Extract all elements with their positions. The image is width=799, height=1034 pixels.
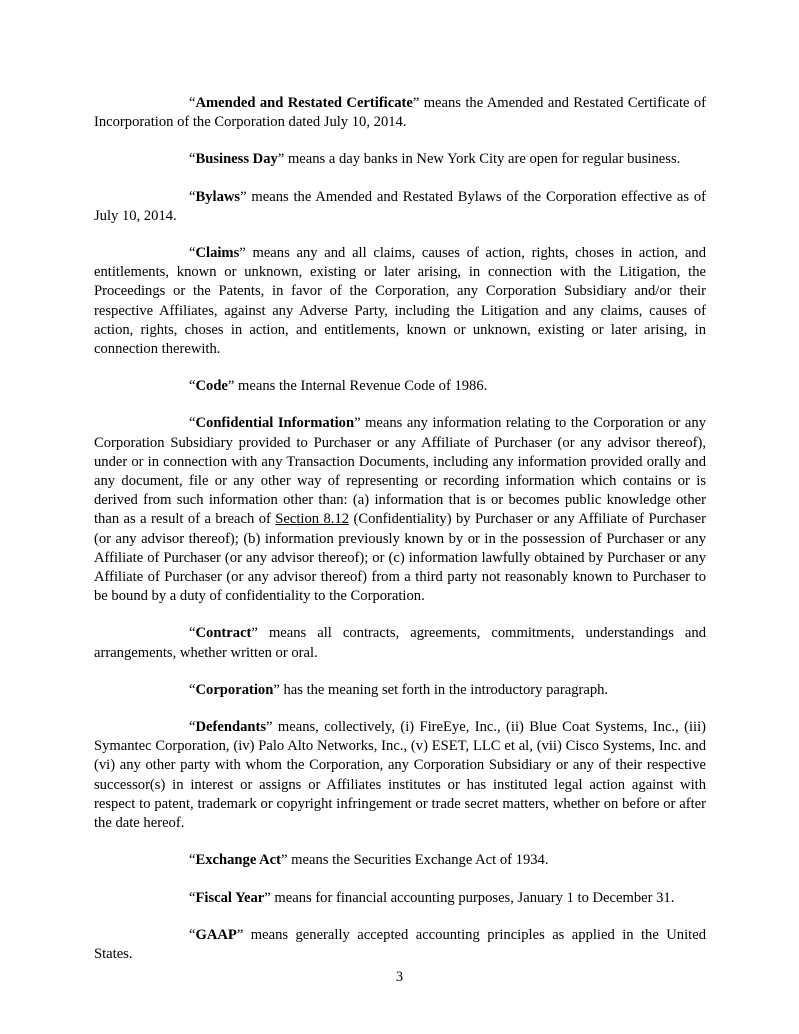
defined-term: Defendants — [195, 719, 267, 736]
open-quote: “ — [189, 245, 196, 262]
close-quote: ” — [240, 188, 247, 205]
open-quote: “ — [189, 719, 196, 736]
close-quote: ” — [251, 625, 258, 642]
defined-term: Code — [195, 378, 228, 395]
definition-text: means any information relating to the Corporation or any Corporation Subsidiary provided to Purchaser or any Affiliate of Purchaser (or any advisor thereof), under or in connection with any Transaction Documents, including any information provided orally and any document, file or any other way of representing or recording information which contains or is derived from such information other than: (a) information that is or becomes public knowledge other than as a result of a breach of — [94, 415, 706, 528]
definition-text: has the meaning set forth in the introductory paragraph. — [279, 681, 609, 698]
defined-term: Amended and Restated Certificate — [195, 95, 413, 111]
definition-fiscal-year — [94, 889, 706, 908]
page-number: 3 — [395, 969, 404, 985]
open-quote: “ — [189, 378, 196, 395]
defined-term: Corporation — [195, 681, 274, 698]
definition-text-continued: (Confidentiality) by Purchaser or any Affiliate of Purchaser (or any advisor thereof); (b) information previously known by or in the possession of Purchaser or any Affiliate of Purchaser (or any advisor thereof); or (c) information lawfully obtained by Purchaser or any Affiliate of Purchaser (or any advisor thereof) from a third party not reasonably known to Purchaser to be bound by a duty of confidentiality to the Corporation. — [94, 511, 706, 605]
definition-exchange-act — [94, 851, 706, 870]
definition-corporation — [94, 681, 706, 700]
definition-text: means, collectively, (i) FireEye, Inc., (ii) Blue Coat Systems, Inc., (iii) Symantec Corporation, (iv) Palo Alto Networks, Inc., (v) ESET, LLC et al, (vii) Cisco Systems, Inc. and (vi) any other party with whom the Corporation, any Corporation Subsidiary or any of their respective successor(s) in interest or assigns or Affiliates institutes or has instituted legal action against with respect to patent, trademark or copyright infringement or trade secret matters, whether on before or after the date hereof. — [94, 719, 706, 832]
definition-bylaws — [94, 188, 706, 226]
close-quote: ” — [412, 95, 420, 111]
definition-text: means all contracts, agreements, commitments, understandings and arrangements, whether written or oral. — [94, 625, 706, 661]
close-quote: ” — [236, 926, 244, 943]
close-quote: ” — [239, 245, 246, 262]
definition-text: means the Securities Exchange Act of 1934. — [287, 852, 549, 869]
defined-term: Exchange Act — [195, 852, 282, 869]
close-quote: ” — [354, 415, 361, 432]
definition-claims — [94, 244, 706, 359]
definition-text: means for financial accounting purposes, January 1 to December 31. — [270, 889, 675, 906]
definition-text: means any and all claims, causes of action, rights, choses in action, and entitlements, known or unknown, existing or later arising, in connection with the Litigation, the Proceedings or the Patents, in favor of the Corporation, any Corporation Subsidiary and/or their respective Affiliates, against any Adverse Party, including the Litigation and any claims, causes of action, rights, choses in action, and entitlements, known or unknown, existing or later arising, in connection therewith. — [94, 245, 706, 358]
definition-business-day — [94, 150, 706, 169]
open-quote: “ — [189, 188, 196, 205]
defined-term: Fiscal Year — [195, 889, 265, 906]
definition-code — [94, 377, 706, 396]
open-quote: “ — [189, 889, 196, 906]
open-quote: “ — [189, 151, 196, 168]
open-quote: “ — [189, 95, 196, 111]
close-quote: ” — [264, 889, 271, 906]
open-quote: “ — [189, 681, 196, 698]
open-quote: “ — [189, 625, 196, 642]
open-quote: “ — [189, 852, 196, 869]
definition-text: means the Internal Revenue Code of 1986. — [234, 378, 488, 395]
defined-term: Contract — [195, 625, 252, 642]
section-reference-link[interactable]: Section 8.12 — [275, 511, 350, 528]
defined-term: GAAP — [195, 926, 237, 943]
defined-term: Claims — [195, 245, 240, 262]
definition-defendants — [94, 718, 706, 833]
defined-term: Bylaws — [195, 188, 241, 205]
open-quote: “ — [189, 926, 196, 943]
definition-text: means the Amended and Restated Certificate of Incorporation of the Corporation dated July 10, 2014. — [94, 95, 706, 131]
defined-term: Confidential Information — [195, 415, 355, 432]
definition-contract — [94, 624, 706, 662]
definition-text: means the Amended and Restated Bylaws of the Corporation effective as of July 10, 2014. — [94, 188, 706, 224]
definition-amended-and-restated-certificate — [94, 94, 706, 132]
close-quote: ” — [273, 681, 280, 698]
close-quote: ” — [281, 852, 288, 869]
open-quote: “ — [189, 415, 196, 432]
definition-text: means generally accepted accounting principles as applied in the United States. — [94, 926, 706, 962]
defined-term: Business Day — [195, 151, 278, 168]
definition-confidential-information — [94, 414, 706, 606]
close-quote: ” — [277, 151, 285, 168]
close-quote: ” — [227, 378, 235, 395]
document-page — [94, 94, 706, 982]
definition-gaap — [94, 926, 706, 964]
close-quote: ” — [266, 719, 273, 736]
definition-text: means a day banks in New York City are open for regular business. — [284, 151, 681, 168]
